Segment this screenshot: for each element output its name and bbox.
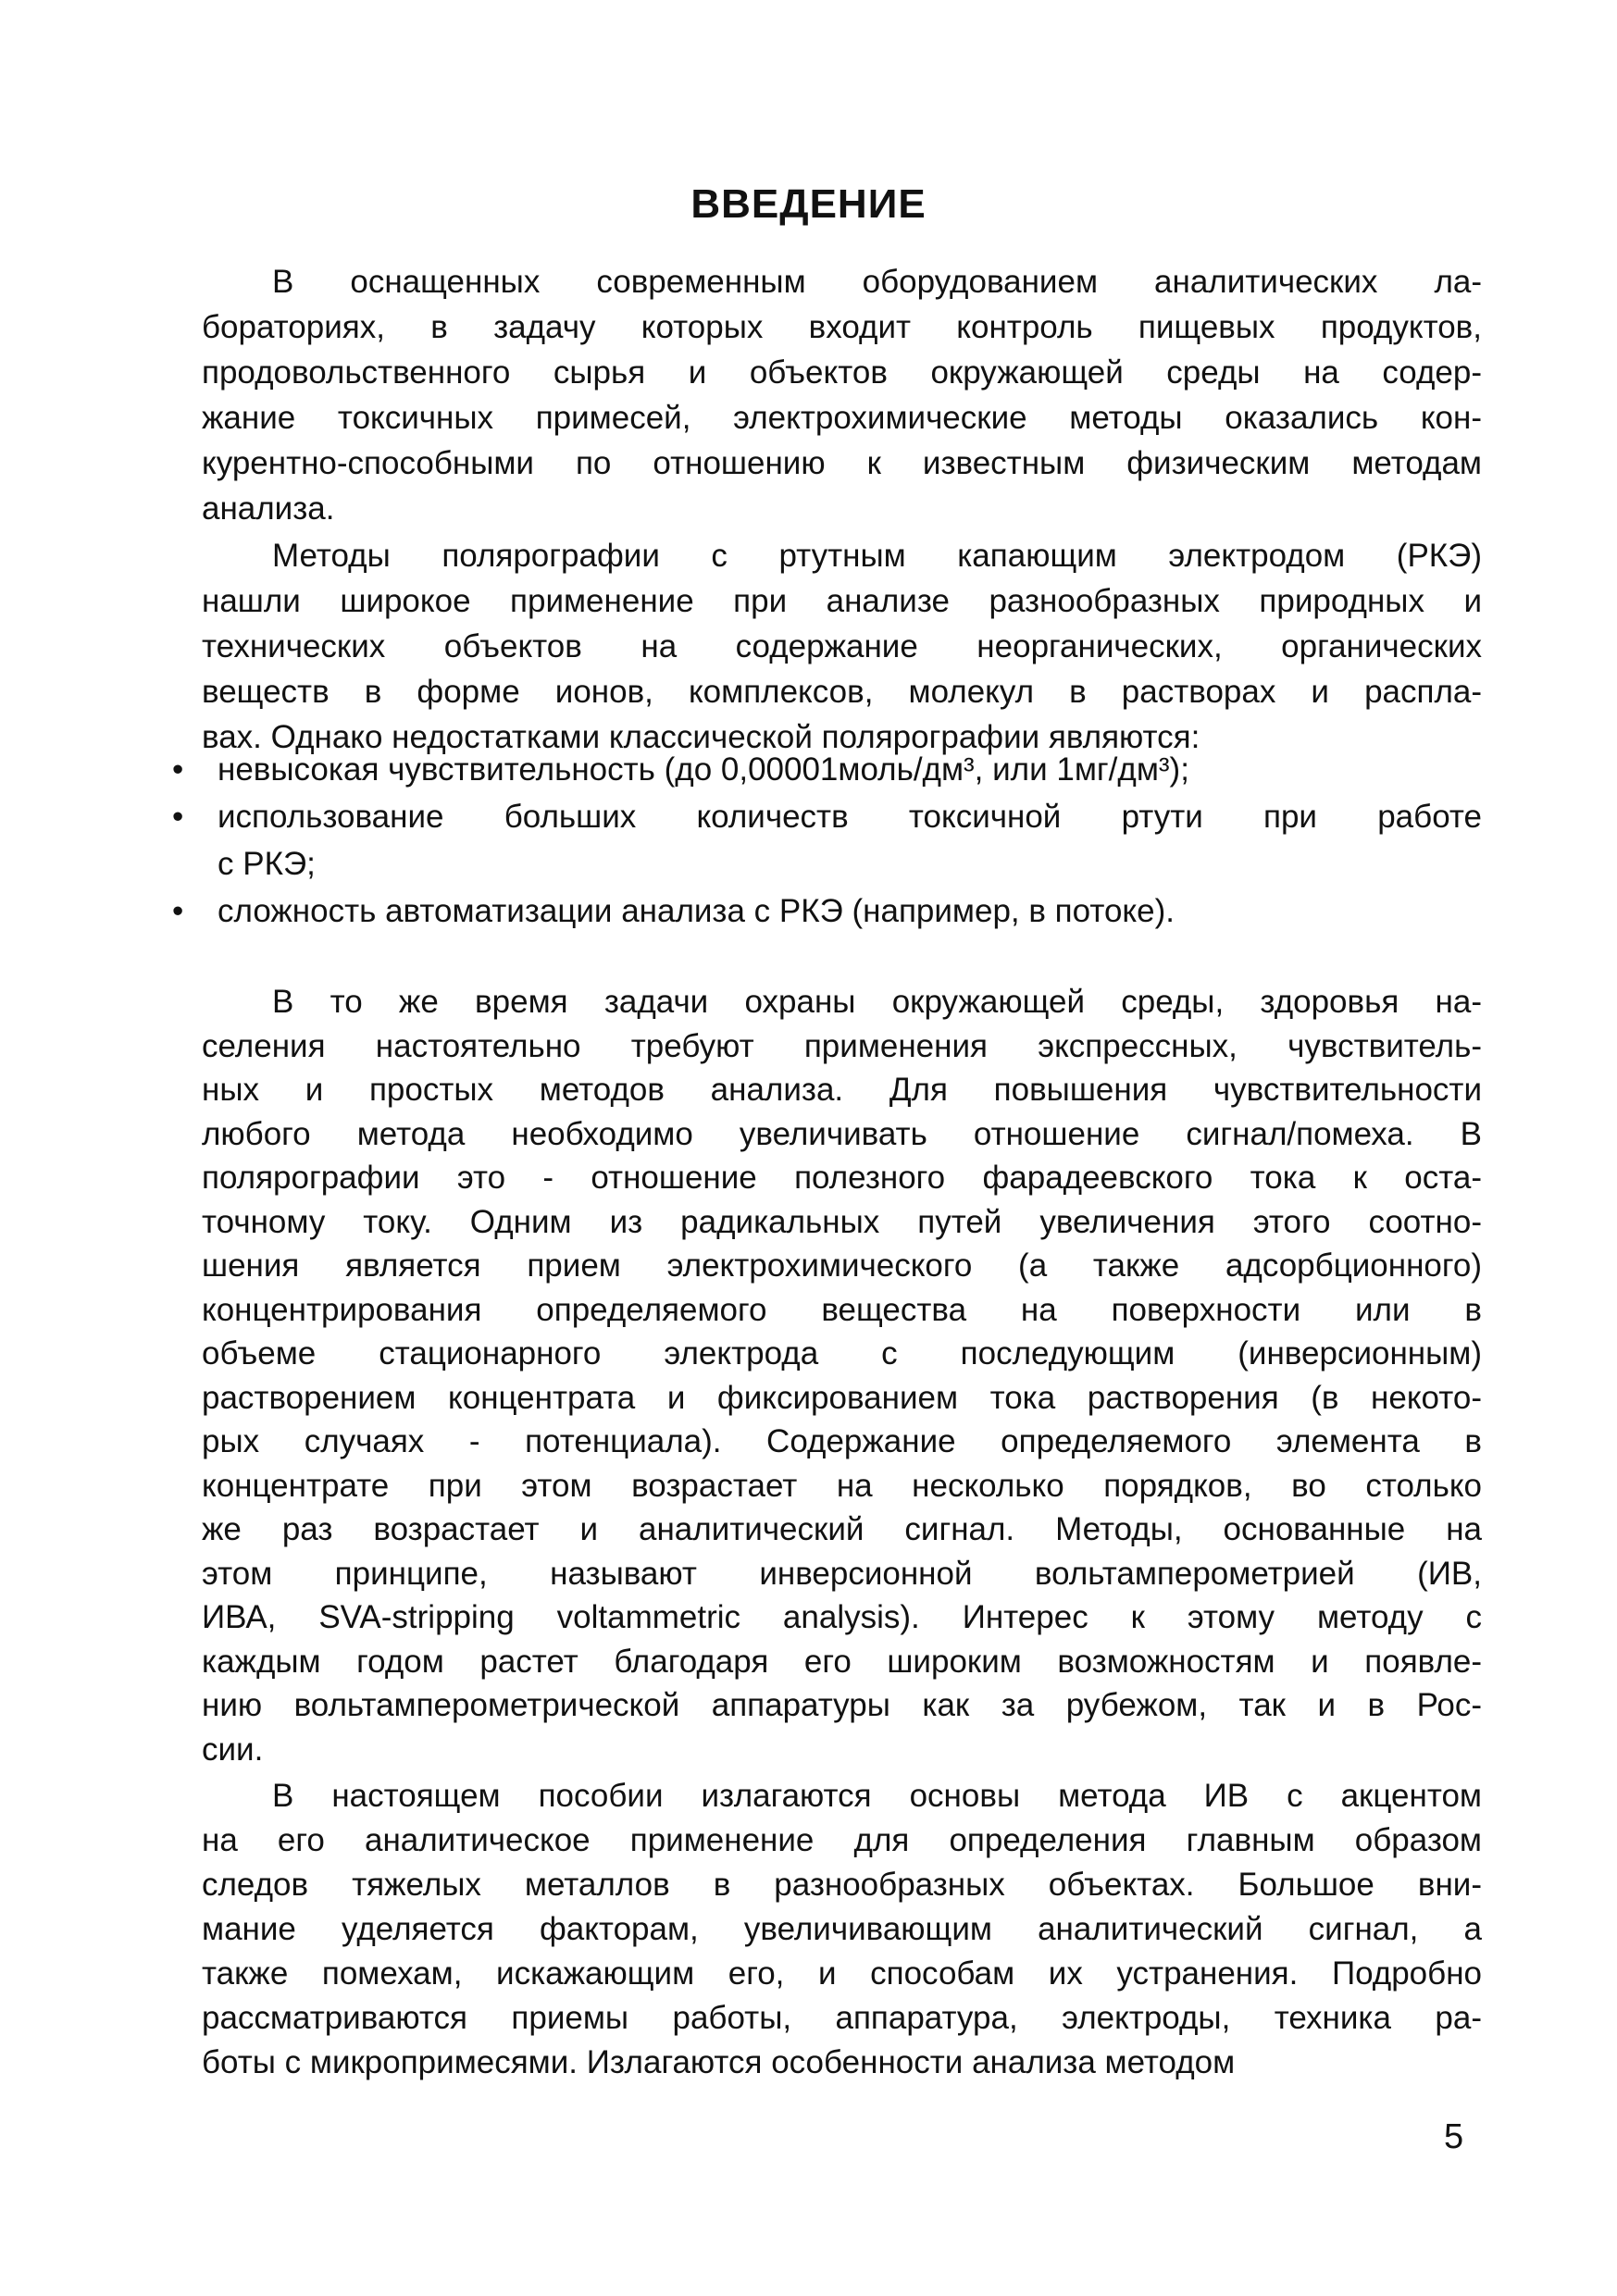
- text-line: концентрате при этом возрастает на несколько порядков, во столько: [202, 1467, 1482, 1504]
- text-line: ИВА, SVA-stripping voltammetric analysis). Интерес к этому методу с: [202, 1599, 1482, 1635]
- bullet-text: использование больших количеств токсичной ртути при работе: [218, 799, 1482, 835]
- text-line: концентрирования определяемого вещества на поверхности или в: [202, 1291, 1482, 1328]
- text-line: каждым годом растет благодаря его широким возможностям и появле-: [202, 1643, 1482, 1680]
- text-line: на его аналитическое применение для определения главным образом: [202, 1822, 1482, 1858]
- text-line: рассматриваются приемы работы, аппаратура, электроды, техника ра-: [202, 2000, 1482, 2036]
- bullet-item: [172, 746, 1482, 793]
- text-line: анализа.: [202, 490, 335, 527]
- text-line: также помехам, искажающим его, и способам их устранения. Подробно: [202, 1955, 1482, 1992]
- text-line: Методы полярографии с ртутным капающим электродом (РКЭ): [272, 538, 1482, 574]
- text-line: жание токсичных примесей, электрохимические методы оказались кон-: [202, 400, 1482, 436]
- paragraph-3: [202, 980, 1482, 1771]
- page-title: ВВЕДЕНИЕ: [690, 181, 927, 227]
- paragraph-4: [202, 1774, 1482, 2085]
- bullet-icon: •: [172, 893, 184, 929]
- text-line: ных и простых методов анализа. Для повышения чувствительности: [202, 1072, 1482, 1108]
- bullet-icon: •: [172, 751, 184, 788]
- text-line: любого метода необходимо увеличивать отношение сигнал/помеха. В: [202, 1115, 1482, 1152]
- text-line: объеме стационарного электрода с последующим (инверсионным): [202, 1335, 1482, 1371]
- text-line: В то же время задачи охраны окружающей среды, здоровья на-: [272, 984, 1482, 1020]
- text-line: точному току. Одним из радикальных путей увеличения этого соотно-: [202, 1203, 1482, 1240]
- bullet-icon: •: [172, 799, 184, 835]
- text-line: В оснащенных современным оборудованием аналитических ла-: [272, 264, 1482, 300]
- text-line: рых случаях - потенциала). Содержание определяемого элемента в: [202, 1423, 1482, 1459]
- bullet-text: сложность автоматизации анализа с РКЭ (например, в потоке).: [218, 893, 1175, 929]
- bullet-item: [172, 793, 1482, 887]
- text-line: полярографии это - отношение полезного фарадеевского тока к оста-: [202, 1160, 1482, 1196]
- text-line: вах. Однако недостатками классической полярографии являются:: [202, 719, 1200, 755]
- text-line: сии.: [202, 1731, 264, 1768]
- text-line: же раз возрастает и аналитический сигнал. Методы, основанные на: [202, 1511, 1482, 1547]
- bullet-text: с РКЭ;: [218, 846, 316, 882]
- text-line: растворением концентрата и фиксированием тока растворения (в некото-: [202, 1379, 1482, 1416]
- text-line: технических объектов на содержание неорганических, органических: [202, 628, 1482, 664]
- text-line: нию вольтамперометрической аппаратуры как за рубежом, так и в Рос-: [202, 1687, 1482, 1723]
- text-line: В настоящем пособии излагаются основы метода ИВ с акцентом: [272, 1778, 1482, 1814]
- paragraph-1: [202, 259, 1482, 531]
- text-line: следов тяжелых металлов в разнообразных объектах. Большое вни-: [202, 1867, 1482, 1903]
- bullet-item: [172, 887, 1482, 935]
- text-line: селения настоятельно требуют применения экспрессных, чувствитель-: [202, 1027, 1482, 1064]
- text-line: мание уделяется факторам, увеличивающим аналитический сигнал, а: [202, 1911, 1482, 1947]
- text-line: этом принципе, называют инверсионной вольтамперометрией (ИВ,: [202, 1555, 1482, 1592]
- text-line: курентно-способными по отношению к известным физическим методам: [202, 445, 1482, 481]
- text-line: веществ в форме ионов, комплексов, молекул в растворах и распла-: [202, 674, 1482, 710]
- text-line: шения является прием электрохимического (а также адсорбционного): [202, 1247, 1482, 1284]
- paragraph-2: [202, 533, 1482, 760]
- page-number: 5: [1444, 2117, 1464, 2156]
- text-line: нашли широкое применение при анализе разнообразных природных и: [202, 583, 1482, 619]
- bullet-text: невысокая чувствительность (до 0,00001моль/дм³, или 1мг/дм³);: [218, 751, 1189, 788]
- bullet-list: [172, 746, 1482, 935]
- text-line: продовольственного сырья и объектов окружающей среды на содер-: [202, 354, 1482, 391]
- text-line: боты с микропримесями. Излагаются особенности анализа методом: [202, 2044, 1236, 2080]
- text-line: бораториях, в задачу которых входит контроль пищевых продуктов,: [202, 309, 1482, 345]
